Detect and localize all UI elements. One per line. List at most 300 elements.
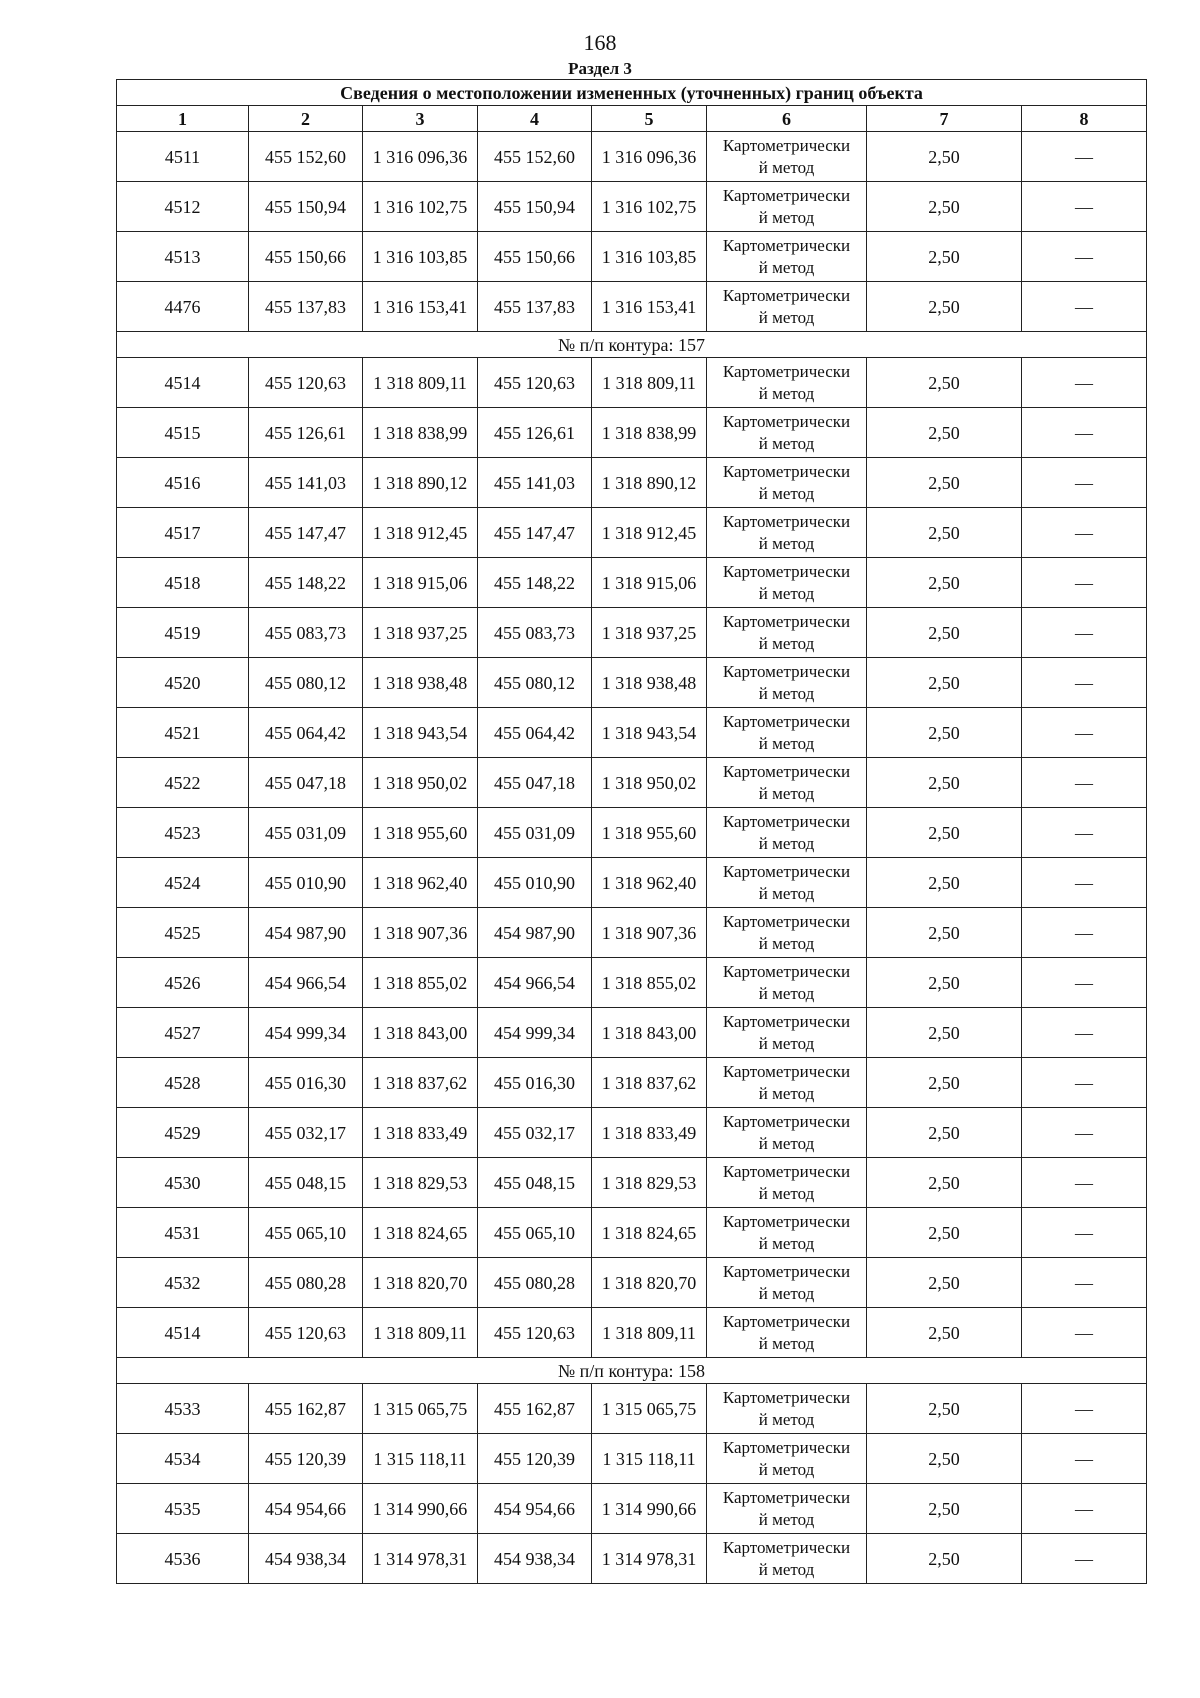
notes-cell: —	[1022, 1158, 1147, 1208]
method-cell	[707, 458, 867, 508]
method-line-1: Картометрически	[722, 1387, 851, 1407]
method-line-2: й метод	[758, 483, 815, 503]
y-new-cell: 1 318 915,06	[592, 558, 707, 608]
method-line-2: й метод	[758, 783, 815, 803]
y-old-cell: 1 318 843,00	[363, 1008, 478, 1058]
column-header: 6	[707, 106, 867, 132]
method-line-1: Картометрически	[722, 1211, 851, 1231]
accuracy-cell: 2,50	[867, 1308, 1022, 1358]
x-old-cell: 455 065,10	[249, 1208, 363, 1258]
table-row	[117, 1158, 1147, 1208]
y-old-cell: 1 318 943,54	[363, 708, 478, 758]
method-line-1: Картометрически	[722, 135, 851, 155]
point-number-cell: 4514	[117, 358, 249, 408]
accuracy-cell: 2,50	[867, 958, 1022, 1008]
notes-cell: —	[1022, 232, 1147, 282]
method-line-1: Картометрически	[722, 1487, 851, 1507]
y-new-cell: 1 316 096,36	[592, 132, 707, 182]
table-row	[117, 1484, 1147, 1534]
x-new-cell: 455 137,83	[478, 282, 592, 332]
accuracy-cell: 2,50	[867, 758, 1022, 808]
notes-cell: —	[1022, 182, 1147, 232]
y-old-cell: 1 318 907,36	[363, 908, 478, 958]
accuracy-cell: 2,50	[867, 1434, 1022, 1484]
table-row	[117, 1208, 1147, 1258]
method-cell	[707, 182, 867, 232]
point-number-cell: 4515	[117, 408, 249, 458]
table-row	[117, 908, 1147, 958]
notes-cell: —	[1022, 132, 1147, 182]
y-old-cell: 1 315 118,11	[363, 1434, 478, 1484]
method-line-2: й метод	[758, 1333, 815, 1353]
y-old-cell: 1 318 937,25	[363, 608, 478, 658]
table-row	[117, 758, 1147, 808]
y-new-cell: 1 314 990,66	[592, 1484, 707, 1534]
method-cell	[707, 558, 867, 608]
x-new-cell: 455 032,17	[478, 1108, 592, 1158]
method-line-1: Картометрически	[722, 611, 851, 631]
point-number-cell: 4534	[117, 1434, 249, 1484]
method-line-1: Картометрически	[722, 1261, 851, 1281]
notes-cell: —	[1022, 1258, 1147, 1308]
table-row	[117, 508, 1147, 558]
notes-cell: —	[1022, 408, 1147, 458]
y-old-cell: 1 318 890,12	[363, 458, 478, 508]
x-old-cell: 455 148,22	[249, 558, 363, 608]
method-cell	[707, 858, 867, 908]
contour-label: № п/п контура: 158	[117, 1358, 1147, 1384]
x-old-cell: 455 120,63	[249, 1308, 363, 1358]
method-line-1: Картометрически	[722, 285, 851, 305]
y-old-cell: 1 318 829,53	[363, 1158, 478, 1208]
table-caption: Сведения о местоположении измененных (уточненных) границ объекта	[117, 80, 1147, 106]
method-line-2: й метод	[758, 433, 815, 453]
table-row	[117, 608, 1147, 658]
method-line-1: Картометрически	[722, 711, 851, 731]
x-old-cell: 455 150,66	[249, 232, 363, 282]
table-row	[117, 1384, 1147, 1434]
point-number-cell: 4524	[117, 858, 249, 908]
method-line-2: й метод	[758, 533, 815, 553]
accuracy-cell: 2,50	[867, 1208, 1022, 1258]
x-new-cell: 455 120,63	[478, 358, 592, 408]
notes-cell: —	[1022, 1108, 1147, 1158]
y-new-cell: 1 318 824,65	[592, 1208, 707, 1258]
point-number-cell: 4521	[117, 708, 249, 758]
x-old-cell: 455 120,63	[249, 358, 363, 408]
x-old-cell: 454 999,34	[249, 1008, 363, 1058]
y-old-cell: 1 318 833,49	[363, 1108, 478, 1158]
notes-cell: —	[1022, 1384, 1147, 1434]
contour-row	[117, 1358, 1147, 1384]
point-number-cell: 4511	[117, 132, 249, 182]
method-line-1: Картометрически	[722, 661, 851, 681]
x-old-cell: 455 141,03	[249, 458, 363, 508]
point-number-cell: 4531	[117, 1208, 249, 1258]
x-old-cell: 455 162,87	[249, 1384, 363, 1434]
y-old-cell: 1 314 990,66	[363, 1484, 478, 1534]
y-old-cell: 1 318 915,06	[363, 558, 478, 608]
x-old-cell: 455 080,28	[249, 1258, 363, 1308]
y-new-cell: 1 318 912,45	[592, 508, 707, 558]
table-row	[117, 1308, 1147, 1358]
y-new-cell: 1 318 820,70	[592, 1258, 707, 1308]
x-old-cell: 455 032,17	[249, 1108, 363, 1158]
accuracy-cell: 2,50	[867, 558, 1022, 608]
x-new-cell: 455 147,47	[478, 508, 592, 558]
table-row	[117, 708, 1147, 758]
method-line-2: й метод	[758, 207, 815, 227]
method-cell	[707, 132, 867, 182]
y-old-cell: 1 316 153,41	[363, 282, 478, 332]
method-line-1: Картометрически	[722, 811, 851, 831]
method-cell	[707, 232, 867, 282]
y-new-cell: 1 318 890,12	[592, 458, 707, 508]
y-new-cell: 1 318 938,48	[592, 658, 707, 708]
y-new-cell: 1 318 855,02	[592, 958, 707, 1008]
x-new-cell: 455 080,12	[478, 658, 592, 708]
column-header: 8	[1022, 106, 1147, 132]
table-row	[117, 232, 1147, 282]
y-old-cell: 1 318 837,62	[363, 1058, 478, 1108]
point-number-cell: 4522	[117, 758, 249, 808]
y-new-cell: 1 318 943,54	[592, 708, 707, 758]
point-number-cell: 4520	[117, 658, 249, 708]
contour-row	[117, 332, 1147, 358]
table-row	[117, 182, 1147, 232]
x-old-cell: 455 120,39	[249, 1434, 363, 1484]
method-cell	[707, 1158, 867, 1208]
method-line-2: й метод	[758, 157, 815, 177]
method-cell	[707, 1258, 867, 1308]
section-title: Раздел 3	[568, 59, 632, 78]
method-cell	[707, 408, 867, 458]
accuracy-cell: 2,50	[867, 1484, 1022, 1534]
notes-cell: —	[1022, 1208, 1147, 1258]
y-new-cell: 1 318 809,11	[592, 358, 707, 408]
x-new-cell: 455 152,60	[478, 132, 592, 182]
point-number-cell: 4529	[117, 1108, 249, 1158]
method-line-2: й метод	[758, 307, 815, 327]
y-new-cell: 1 316 103,85	[592, 232, 707, 282]
method-cell	[707, 708, 867, 758]
method-line-2: й метод	[758, 257, 815, 277]
y-old-cell: 1 318 950,02	[363, 758, 478, 808]
notes-cell: —	[1022, 708, 1147, 758]
x-new-cell: 455 126,61	[478, 408, 592, 458]
method-line-1: Картометрически	[722, 1111, 851, 1131]
method-line-2: й метод	[758, 1283, 815, 1303]
column-header: 7	[867, 106, 1022, 132]
y-old-cell: 1 318 955,60	[363, 808, 478, 858]
y-old-cell: 1 316 103,85	[363, 232, 478, 282]
coordinates-table	[116, 79, 1147, 1584]
method-cell	[707, 358, 867, 408]
y-old-cell: 1 318 838,99	[363, 408, 478, 458]
accuracy-cell: 2,50	[867, 132, 1022, 182]
method-cell	[707, 1534, 867, 1584]
x-new-cell: 455 083,73	[478, 608, 592, 658]
x-new-cell: 454 966,54	[478, 958, 592, 1008]
accuracy-cell: 2,50	[867, 608, 1022, 658]
y-new-cell: 1 318 955,60	[592, 808, 707, 858]
notes-cell: —	[1022, 858, 1147, 908]
x-old-cell: 454 966,54	[249, 958, 363, 1008]
method-line-1: Картометрически	[722, 1061, 851, 1081]
x-new-cell: 455 080,28	[478, 1258, 592, 1308]
table-row	[117, 408, 1147, 458]
method-cell	[707, 758, 867, 808]
method-line-1: Картометрически	[722, 1161, 851, 1181]
y-new-cell: 1 318 962,40	[592, 858, 707, 908]
x-old-cell: 455 080,12	[249, 658, 363, 708]
notes-cell: —	[1022, 808, 1147, 858]
x-new-cell: 455 148,22	[478, 558, 592, 608]
y-old-cell: 1 318 824,65	[363, 1208, 478, 1258]
x-old-cell: 454 954,66	[249, 1484, 363, 1534]
y-old-cell: 1 318 912,45	[363, 508, 478, 558]
notes-cell: —	[1022, 1534, 1147, 1584]
y-old-cell: 1 315 065,75	[363, 1384, 478, 1434]
method-line-2: й метод	[758, 633, 815, 653]
notes-cell: —	[1022, 608, 1147, 658]
point-number-cell: 4535	[117, 1484, 249, 1534]
x-new-cell: 454 954,66	[478, 1484, 592, 1534]
x-old-cell: 455 031,09	[249, 808, 363, 858]
x-new-cell: 455 010,90	[478, 858, 592, 908]
point-number-cell: 4476	[117, 282, 249, 332]
notes-cell: —	[1022, 758, 1147, 808]
x-new-cell: 455 065,10	[478, 1208, 592, 1258]
accuracy-cell: 2,50	[867, 808, 1022, 858]
method-line-2: й метод	[758, 883, 815, 903]
method-line-2: й метод	[758, 1559, 815, 1579]
accuracy-cell: 2,50	[867, 1108, 1022, 1158]
y-new-cell: 1 318 833,49	[592, 1108, 707, 1158]
x-new-cell: 455 047,18	[478, 758, 592, 808]
method-cell	[707, 282, 867, 332]
accuracy-cell: 2,50	[867, 508, 1022, 558]
method-line-1: Картометрически	[722, 235, 851, 255]
method-line-1: Картометрически	[722, 861, 851, 881]
x-new-cell: 454 987,90	[478, 908, 592, 958]
method-line-1: Картометрически	[722, 185, 851, 205]
accuracy-cell: 2,50	[867, 458, 1022, 508]
y-old-cell: 1 318 809,11	[363, 1308, 478, 1358]
method-line-2: й метод	[758, 383, 815, 403]
point-number-cell: 4518	[117, 558, 249, 608]
method-cell	[707, 908, 867, 958]
method-line-1: Картометрически	[722, 411, 851, 431]
method-line-1: Картометрически	[722, 961, 851, 981]
method-line-2: й метод	[758, 833, 815, 853]
method-line-2: й метод	[758, 983, 815, 1003]
method-line-2: й метод	[758, 1233, 815, 1253]
method-line-1: Картометрически	[722, 461, 851, 481]
point-number-cell: 4519	[117, 608, 249, 658]
method-line-1: Картометрически	[722, 1311, 851, 1331]
y-old-cell: 1 314 978,31	[363, 1534, 478, 1584]
y-old-cell: 1 318 855,02	[363, 958, 478, 1008]
contour-label: № п/п контура: 157	[117, 332, 1147, 358]
x-new-cell: 455 120,63	[478, 1308, 592, 1358]
x-old-cell: 455 010,90	[249, 858, 363, 908]
table-row	[117, 858, 1147, 908]
notes-cell: —	[1022, 282, 1147, 332]
y-new-cell: 1 318 907,36	[592, 908, 707, 958]
notes-cell: —	[1022, 508, 1147, 558]
notes-cell: —	[1022, 1008, 1147, 1058]
notes-cell: —	[1022, 558, 1147, 608]
table-row	[117, 1534, 1147, 1584]
table-row	[117, 1258, 1147, 1308]
x-old-cell: 455 150,94	[249, 182, 363, 232]
point-number-cell: 4536	[117, 1534, 249, 1584]
method-line-1: Картометрически	[722, 361, 851, 381]
method-cell	[707, 1208, 867, 1258]
notes-cell: —	[1022, 358, 1147, 408]
point-number-cell: 4527	[117, 1008, 249, 1058]
accuracy-cell: 2,50	[867, 358, 1022, 408]
y-old-cell: 1 318 962,40	[363, 858, 478, 908]
point-number-cell: 4530	[117, 1158, 249, 1208]
method-line-2: й метод	[758, 733, 815, 753]
point-number-cell: 4523	[117, 808, 249, 858]
accuracy-cell: 2,50	[867, 708, 1022, 758]
method-cell	[707, 1434, 867, 1484]
point-number-cell: 4517	[117, 508, 249, 558]
x-new-cell: 455 141,03	[478, 458, 592, 508]
method-line-2: й метод	[758, 1409, 815, 1429]
notes-cell: —	[1022, 908, 1147, 958]
y-new-cell: 1 318 829,53	[592, 1158, 707, 1208]
accuracy-cell: 2,50	[867, 1058, 1022, 1108]
table-row	[117, 558, 1147, 608]
method-cell	[707, 1058, 867, 1108]
x-new-cell: 454 938,34	[478, 1534, 592, 1584]
accuracy-cell: 2,50	[867, 408, 1022, 458]
y-new-cell: 1 316 102,75	[592, 182, 707, 232]
y-new-cell: 1 318 837,62	[592, 1058, 707, 1108]
method-line-2: й метод	[758, 1183, 815, 1203]
y-new-cell: 1 315 118,11	[592, 1434, 707, 1484]
y-old-cell: 1 316 102,75	[363, 182, 478, 232]
x-new-cell: 454 999,34	[478, 1008, 592, 1058]
method-line-2: й метод	[758, 1033, 815, 1053]
method-cell	[707, 508, 867, 558]
notes-cell: —	[1022, 958, 1147, 1008]
column-header: 5	[592, 106, 707, 132]
method-line-1: Картометрически	[722, 1437, 851, 1457]
accuracy-cell: 2,50	[867, 282, 1022, 332]
x-old-cell: 454 987,90	[249, 908, 363, 958]
table-row	[117, 282, 1147, 332]
point-number-cell: 4528	[117, 1058, 249, 1108]
x-old-cell: 455 126,61	[249, 408, 363, 458]
method-line-1: Картометрически	[722, 561, 851, 581]
table-row	[117, 1008, 1147, 1058]
column-header: 3	[363, 106, 478, 132]
method-line-2: й метод	[758, 1133, 815, 1153]
accuracy-cell: 2,50	[867, 182, 1022, 232]
accuracy-cell: 2,50	[867, 908, 1022, 958]
accuracy-cell: 2,50	[867, 1008, 1022, 1058]
table-row	[117, 1434, 1147, 1484]
method-line-1: Картометрически	[722, 1537, 851, 1557]
y-new-cell: 1 314 978,31	[592, 1534, 707, 1584]
y-new-cell: 1 318 950,02	[592, 758, 707, 808]
y-new-cell: 1 318 843,00	[592, 1008, 707, 1058]
table-row	[117, 458, 1147, 508]
table-row	[117, 358, 1147, 408]
x-old-cell: 455 048,15	[249, 1158, 363, 1208]
notes-cell: —	[1022, 1434, 1147, 1484]
accuracy-cell: 2,50	[867, 1158, 1022, 1208]
method-cell	[707, 808, 867, 858]
method-cell	[707, 1384, 867, 1434]
table-row	[117, 132, 1147, 182]
x-old-cell: 455 137,83	[249, 282, 363, 332]
x-old-cell: 455 152,60	[249, 132, 363, 182]
x-old-cell: 455 083,73	[249, 608, 363, 658]
x-new-cell: 455 150,94	[478, 182, 592, 232]
accuracy-cell: 2,50	[867, 1534, 1022, 1584]
y-old-cell: 1 318 938,48	[363, 658, 478, 708]
notes-cell: —	[1022, 1058, 1147, 1108]
table-row	[117, 958, 1147, 1008]
y-old-cell: 1 316 096,36	[363, 132, 478, 182]
x-new-cell: 455 150,66	[478, 232, 592, 282]
table-row	[117, 1108, 1147, 1158]
table-row	[117, 658, 1147, 708]
y-new-cell: 1 316 153,41	[592, 282, 707, 332]
column-header-row	[117, 106, 1147, 132]
notes-cell: —	[1022, 658, 1147, 708]
x-new-cell: 455 120,39	[478, 1434, 592, 1484]
x-new-cell: 455 031,09	[478, 808, 592, 858]
method-line-2: й метод	[758, 1459, 815, 1479]
accuracy-cell: 2,50	[867, 1258, 1022, 1308]
x-new-cell: 455 016,30	[478, 1058, 592, 1108]
method-cell	[707, 1308, 867, 1358]
method-line-1: Картометрически	[722, 511, 851, 531]
x-new-cell: 455 162,87	[478, 1384, 592, 1434]
method-cell	[707, 1008, 867, 1058]
x-old-cell: 455 047,18	[249, 758, 363, 808]
y-new-cell: 1 315 065,75	[592, 1384, 707, 1434]
y-new-cell: 1 318 937,25	[592, 608, 707, 658]
method-line-2: й метод	[758, 933, 815, 953]
column-header: 4	[478, 106, 592, 132]
point-number-cell: 4514	[117, 1308, 249, 1358]
point-number-cell: 4532	[117, 1258, 249, 1308]
method-cell	[707, 658, 867, 708]
table-row	[117, 1058, 1147, 1108]
x-old-cell: 455 064,42	[249, 708, 363, 758]
notes-cell: —	[1022, 1308, 1147, 1358]
notes-cell: —	[1022, 1484, 1147, 1534]
method-line-2: й метод	[758, 1083, 815, 1103]
method-cell	[707, 958, 867, 1008]
method-line-2: й метод	[758, 583, 815, 603]
x-old-cell: 454 938,34	[249, 1534, 363, 1584]
y-new-cell: 1 318 838,99	[592, 408, 707, 458]
method-line-1: Картометрически	[722, 911, 851, 931]
y-old-cell: 1 318 809,11	[363, 358, 478, 408]
method-line-1: Картометрически	[722, 761, 851, 781]
x-old-cell: 455 016,30	[249, 1058, 363, 1108]
table-row	[117, 808, 1147, 858]
